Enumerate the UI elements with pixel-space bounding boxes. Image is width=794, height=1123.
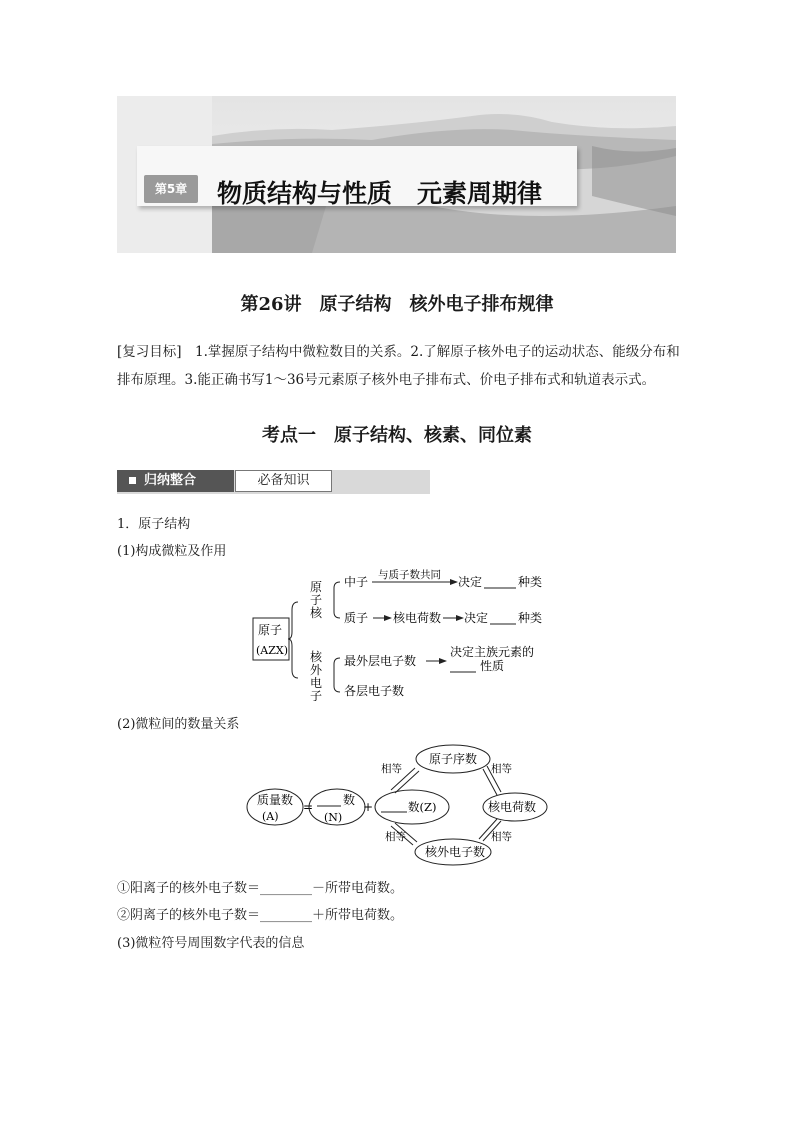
subsection-heading: (2)微粒间的数量关系 [117,717,240,732]
proton-label: 质子 [344,611,369,625]
square-icon [129,477,136,484]
section-bar-dark-label: 归纳整合 [144,473,197,488]
point-title: 考点一 原子结构、核素、同位素 [262,425,532,446]
nucleus-char: 子 [310,593,323,607]
section-bar-dark [117,470,234,492]
neutron-decide: 决定 [458,575,483,589]
chapter-tag: 第5章 [144,175,198,203]
chapter-banner [117,96,676,253]
equal-label: 相等 [491,763,512,775]
neutron-word: 数 [343,793,356,807]
electron-count-label: 核外电子数 [425,845,486,859]
electron-char: 核 [310,650,323,664]
nucleus-char: 核 [310,606,323,620]
plus-sign: + [363,800,374,814]
neutron-symbol: (N) [324,811,343,824]
neutron-label: 中子 [344,575,369,589]
decide-main-property: 性质 [480,659,505,673]
equal-label: 相等 [491,831,512,843]
chapter-title: 物质结构与性质 元素周期律 [217,179,543,208]
section-bar-light-label: 必备知识 [235,470,332,492]
cation-relation: ①阳离子的核外电子数＝________－所带电荷数。 [117,881,404,896]
decide-main-group: 决定主族元素的 [450,645,535,659]
anion-relation: ②阴离子的核外电子数＝________＋所带电荷数。 [117,908,404,923]
proton-decide: 决定 [464,611,489,625]
neutron-kind: 种类 [518,575,543,589]
mass-number-label: 质量数 [257,793,294,807]
equals-sign: = [303,800,314,814]
particle-relation-diagram [245,744,555,866]
outer-electrons-label: 最外层电子数 [344,654,417,668]
equal-label: 相等 [381,763,402,775]
atom-structure-diagram [250,566,580,706]
layer-electrons-label: 各层电子数 [344,684,405,698]
electron-char: 电 [310,676,323,690]
section-heading: 1．原子结构 [117,517,191,532]
nuclear-charge-label: 核电荷数 [488,800,537,814]
proton-kind: 种类 [518,611,543,625]
equal-label: 相等 [385,831,406,843]
atom-label: 原子 [258,623,283,637]
atomic-number-label: 原子序数 [429,752,478,766]
proton-number-word: 数(Z) [408,800,437,814]
atom-symbol: (AZX) [256,644,289,657]
subsection-heading: (3)微粒符号周围数字代表的信息 [117,936,305,951]
electron-char: 外 [310,663,323,677]
nuclear-charge-label: 核电荷数 [393,611,442,625]
review-goals: [复习目标] 1.掌握原子结构中微粒数目的关系。2.了解原子核外电子的运动状态、能级分布和排布原理。3.能正确书写1～36号元素原子核外电子排布式、价电子排布式和轨道表示式。 [117,344,680,388]
subsection-heading: (1)构成微粒及作用 [117,544,227,559]
lecture-title: 第26讲 原子结构 核外电子排布规律 [240,294,554,315]
nucleus-char: 原 [310,580,323,594]
neutron-note: 与质子数共同 [378,569,441,581]
mass-number-symbol: (A) [262,810,279,823]
electron-char: 子 [310,689,323,703]
